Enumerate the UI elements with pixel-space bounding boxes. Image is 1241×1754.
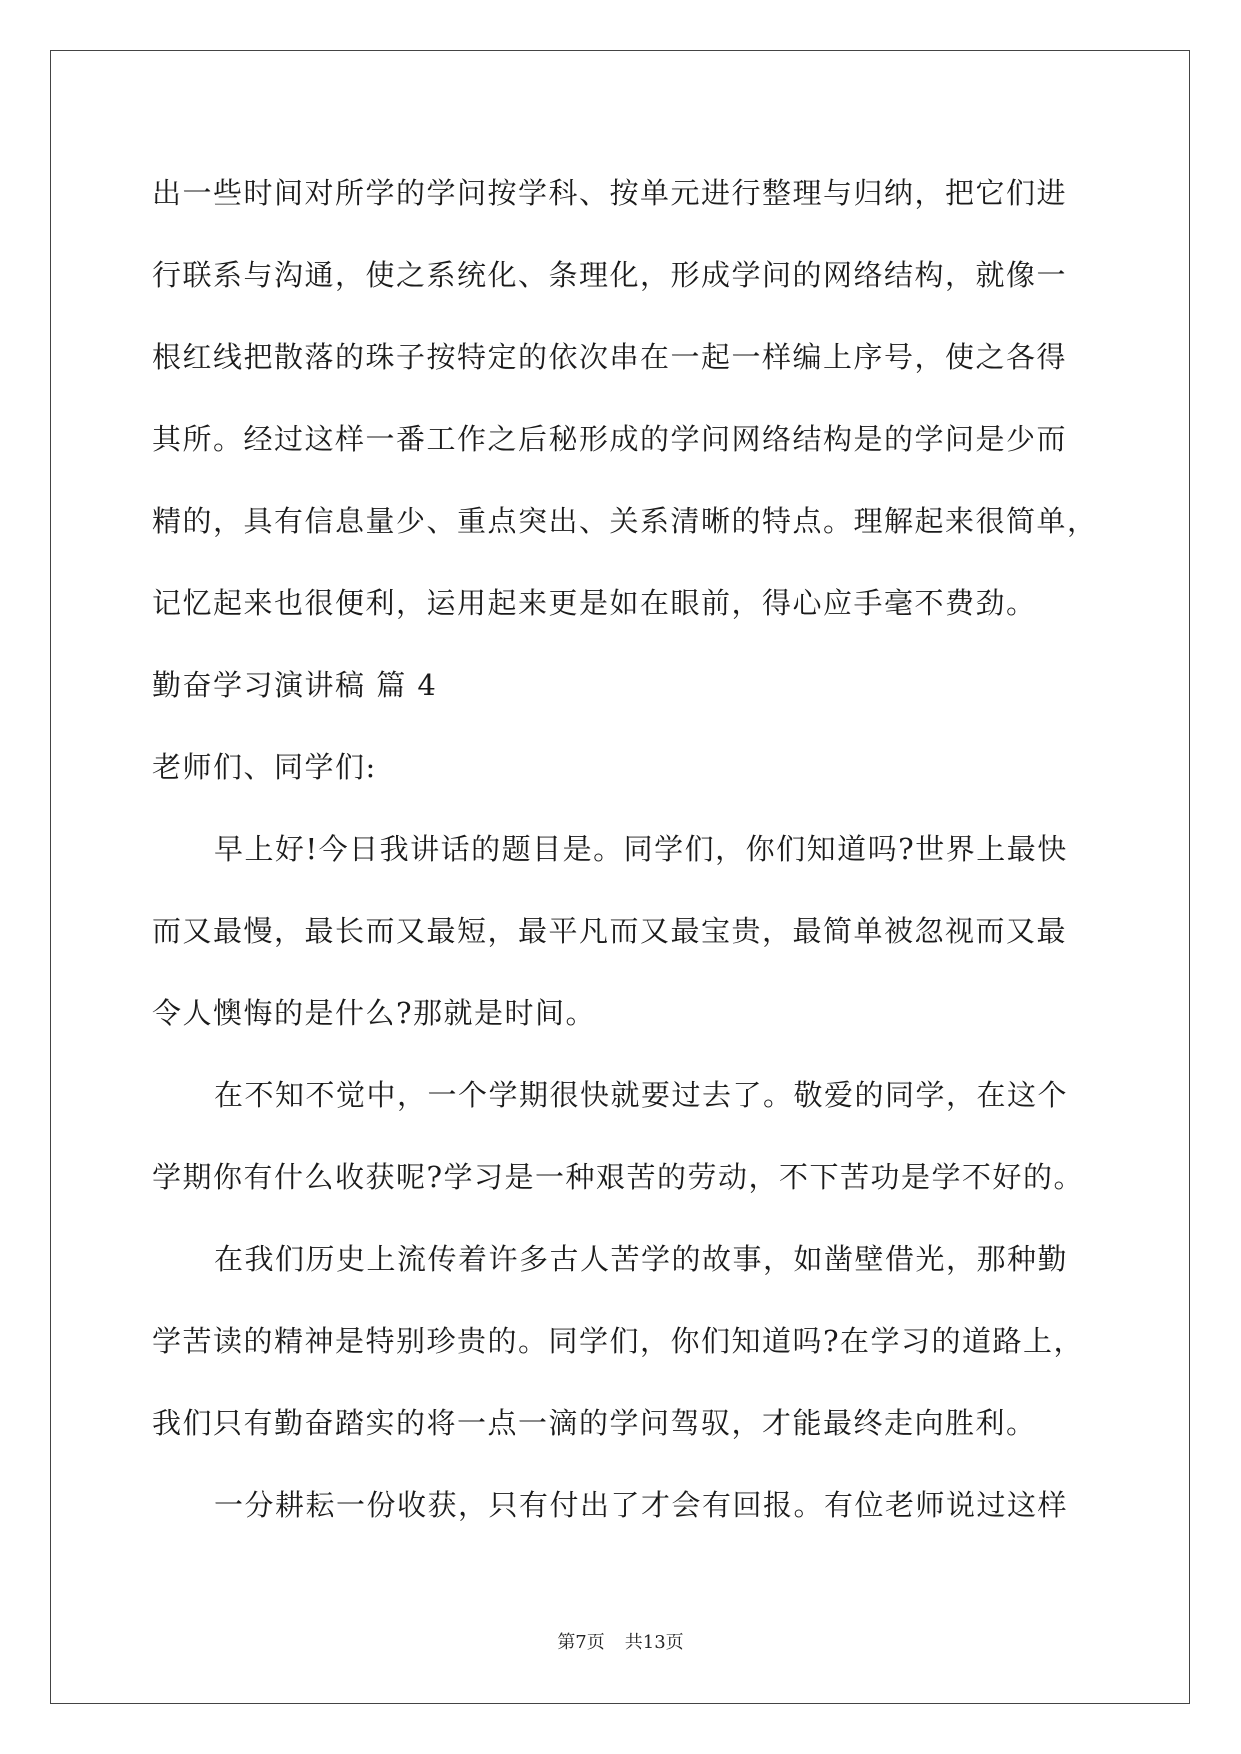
text-line: 令人懊悔的是什么?那就是时间。: [152, 996, 597, 1030]
text-line: 精的，具有信息量少、重点突出、关系清晰的特点。理解起来很简单，: [152, 504, 1098, 538]
text-line: 根红线把散落的珠子按特定的依次串在一起一样编上序号，使之各得: [152, 340, 1068, 374]
text-line: 而又最慢，最长而又最短，最平凡而又最宝贵，最简单被忽视而又最: [152, 914, 1068, 948]
salutation: 老师们、同学们:: [152, 750, 377, 784]
paragraph-start: 在我们历史上流传着许多古人苦学的故事，如凿壁借光，那种勤: [214, 1242, 1069, 1276]
text-line: 我们只有勤奋踏实的将一点一滴的学问驾驭，才能最终走向胜利。: [152, 1406, 1037, 1440]
page-number: 第7页: [557, 1632, 605, 1653]
text-line: 其所。经过这样一番工作之后秘形成的学问网络结构是的学问是少而: [152, 422, 1068, 456]
page-total: 共13页: [624, 1632, 684, 1653]
text-line: 记忆起来也很便利，运用起来更是如在眼前，得心应手毫不费劲。: [152, 586, 1037, 620]
section-heading: 勤奋学习演讲稿 篇 4: [152, 668, 438, 702]
text-line: 学苦读的精神是特别珍贵的。同学们，你们知道吗?在学习的道路上，: [152, 1324, 1085, 1358]
paragraph-start: 在不知不觉中，一个学期很快就要过去了。敬爱的同学，在这个: [214, 1078, 1069, 1112]
text-line: 行联系与沟通，使之系统化、条理化，形成学问的网络结构，就像一: [152, 258, 1068, 292]
page-footer: [0, 1628, 1241, 1654]
text-line: 出一些时间对所学的学问按学科、按单元进行整理与归纳，把它们进: [152, 176, 1068, 210]
paragraph-start: 一分耕耘一份收获，只有付出了才会有回报。有位老师说过这样: [214, 1488, 1069, 1522]
paragraph-start: 早上好!今日我讲话的题目是。同学们，你们知道吗?世界上最快: [214, 832, 1068, 866]
document-body: [152, 166, 1098, 1560]
text-line: 学期你有什么收获呢?学习是一种艰苦的劳动，不下苦功是学不好的。: [152, 1160, 1085, 1194]
